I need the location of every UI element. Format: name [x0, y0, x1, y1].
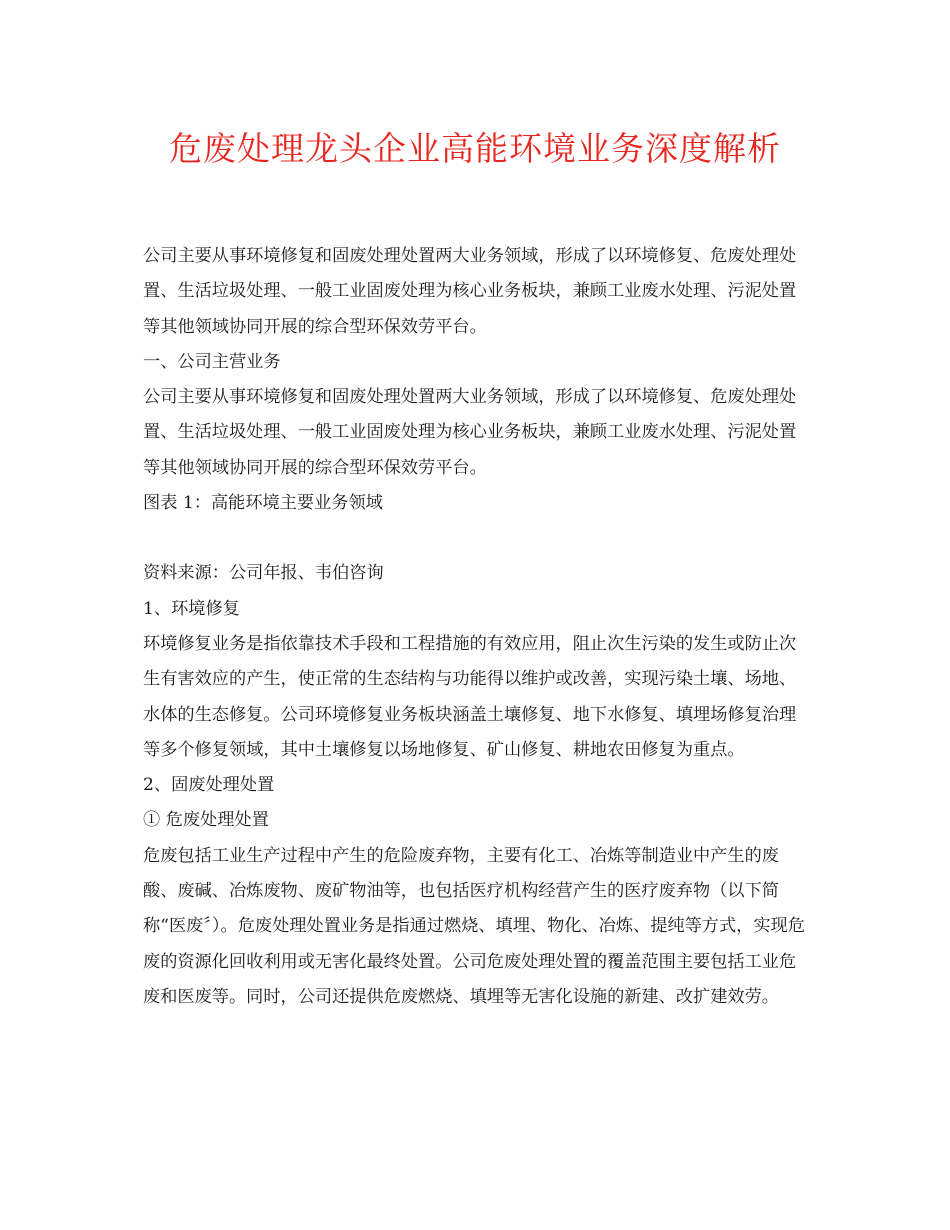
environmental-remediation-paragraph: 环境修复业务是指依靠技术手段和工程措施的有效应用，阻止次生污染的发生或防止次生有害效应的产生，使正常的生态结构与功能得以维护或改善，实现污染土壤、场地、水体的生态修复。公司环境修复业务板块涵盖土壤修复、地下水修复、填埋场修复治理等多个修复领域，其中土壤修复以场地修复、矿山修复、耕地农田修复为重点。 — [143, 633, 797, 760]
subheading-hazardous-waste: ① 危废处理处置 — [143, 810, 269, 831]
figure-caption: 图表 1：高能环境主要业务领域 — [143, 493, 383, 514]
subheading-solid-waste: 2、固废处理处置 — [143, 775, 275, 796]
figure-source: 资料来源：公司年报、韦伯咨询 — [143, 563, 384, 584]
hazardous-waste-paragraph: 危废包括工业生产过程中产生的危险废弃物，主要有化工、冶炼等制造业中产生的废酸、废碱、冶炼废物、废矿物油等，也包括医疗机构经营产生的医疗废弃物（以下简称“医废〞）。危废处理处置业务是指通过燃烧、填埋、物化、冶炼、提纯等方式，实现危废的资源化回收利用或无害化最终处置。公司危废处理处置的覆盖范围主要包括工业危废和医废等。同时，公司还提供危废燃烧、填埋等无害化设施的新建、改扩建效劳。 — [143, 845, 805, 1007]
main-business-paragraph: 公司主要从事环境修复和固废处理处置两大业务领域，形成了以环境修复、危废处理处置、生活垃圾处理、一般工业固废处理为核心业务板块，兼顾工业废水处理、污泥处置等其他领域协同开展的综合型环保效劳平台。 — [143, 387, 797, 478]
document-body — [143, 239, 805, 1015]
document-title: 危废处理龙头企业高能环境业务深度解析 — [169, 129, 781, 168]
subheading-environmental-remediation: 1、环境修复 — [143, 598, 240, 619]
intro-paragraph: 公司主要从事环境修复和固废处理处置两大业务领域，形成了以环境修复、危废处理处置、生活垃圾处理、一般工业固废处理为核心业务板块，兼顾工业废水处理、污泥处置等其他领域协同开展的综合型环保效劳平台。 — [143, 246, 797, 337]
section-heading-main-business: 一、公司主营业务 — [143, 351, 281, 372]
